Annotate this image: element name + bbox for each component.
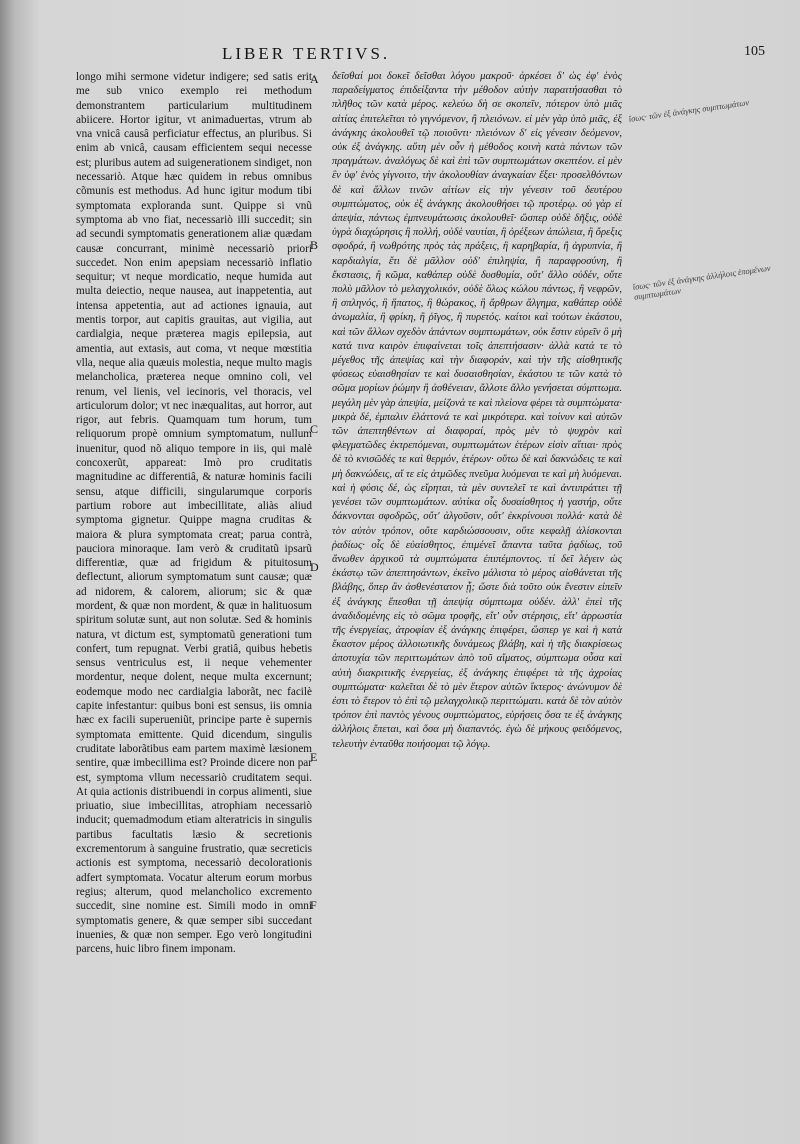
section-marker-d: D bbox=[310, 560, 319, 574]
folio-number: 105 bbox=[744, 44, 765, 59]
latin-column bbox=[76, 70, 312, 956]
margin-note: ἴσως· τῶν ἐξ ἀνάγκης ἀλλήλοις ἑπομένων συμπτωμάτων bbox=[632, 262, 772, 302]
section-marker-b: B bbox=[310, 238, 319, 252]
section-marker-c: C bbox=[310, 422, 319, 436]
running-title: LIBER TERTIVS. bbox=[222, 44, 391, 63]
margin-notes bbox=[628, 70, 788, 470]
latin-paragraph: longo mihi sermone videtur indigere; sed satis erit me sub vnico exemplo rei methodum demonstrantem particularium multitudinem abiicere. Hortor igitur, vt animaduertas, vtrum ab vna vnicâ causâ perficiatur effectus, an pluribus. Si enim ab vnicâ, causam efficientem sequi necesse est; pluribus autem ad suigenerationem sindiget, non necessariò. Atque hæc quidem in rebus omnibus cõmunis est methodus. Ad hunc igitur modum tibi symptomata exploranda sunt. Quippe si vnũ symptoma ab vno fiat, necessariò illi succedit; sin ad secundi symptomatis generationem aliæ quædam causæ concurrant, minimè necessariò priori succedet. Non enim apepsiam necessariò inflatio sequitur; vt neque mordicatio, neque humida aut multa deiectio, neque nausea, aut inappetentia, aut intensa appetentia, aut ad actiones ignauia, aut mentis torpor, aut capitis grauitas, aut vigilia, aut cardialgia, neque præterea magis epilepsia, aut amentia, aut extasis, aut coma, vt neque mœstitia vlla, neque alia quæuis molestia, neque multo magis melancholica, præterea neque omnino coli, vel renum, vel lienis, vel iecinoris, vel thoracis, vel articulorum dolor; vt nec inæqualitas, aut horror, aut rigor, aut febris. Quamquam tum horum, tum reliquorum propè omnium symptomatum, nullum inuenitur, quod nõ aliquo tempore in iis, qui malè concoxerũt, appareat: Imò pro cruditatis magnitudine ac differentiâ, & naturæ hominis facili sensu, atque difficili, singularumque corporis partium robore aut imbecillitate, aliàs aliud symptoma gignetur. Quippe magna cruditas & maiora & plura symptomata creat; parua contrà, pauciora minoraque. Iam verò & cruditatũ ipsarũ differentiæ, quæ ad frigidum & pituitosum deflectunt, aliorum symptomatum sunt causæ; quæ ad nidorem, & calorem, aliorum; sic & quæ mordent, & quæ non mordent, & quæ in halituosum spiritum solutæ sunt, aut non solutæ. Sed & hominis natura, vt dictum est, symptomatũ generationi tum confert, tum repugnat. Verbi gratiâ, quibus hebetis sensus ventriculus est, ii neque vehementer mordentur, neque dolent, neque multa excernunt; eodemque modo nec cardialgia laborãt, nec facilè capite infestantur: quibus boni est sensus, iis omnia hæc ex facili superueniũt, principe parte è supernis symptomata emittente. Quid dicendum, singulis cruditate laborãtibus eam partem maximè læsionem sentire, quæ imbecillima est? Proinde dicere non par est, symptoma vllum necessariò cruditatem sequi. At quia actionis distribuendi in corpus alimenti, siue priuatio, siue imbecillitas, atrophiam necessariò inducit; quemadmodum etiam alteratricis in singulis partibus facultatis læsio & secretionis excrementorum à sanguine frustratio, quæ secreticis actionis est symptoma, necessariò decolorationis adfert symptomata. Vocatur alterum eorum morbus regius; alterum, quod melancholico excremento succedit, sine nomine est. Simili modo in omni symptomatis genere, & quæ semper sibi succedant inuenies, & quæ non semper. Ego verò longitudini parcens, huic libro finem imponam. bbox=[76, 71, 312, 956]
margin-note: ἴσως· τῶν ἐξ ἀνάγκης συμπτωμάτων bbox=[628, 97, 750, 124]
section-marker-e: E bbox=[310, 750, 318, 764]
greek-column bbox=[332, 70, 622, 752]
page-header bbox=[0, 44, 800, 72]
column-markers bbox=[310, 70, 328, 950]
section-marker-f: F bbox=[310, 898, 317, 912]
section-marker-a: A bbox=[310, 72, 319, 86]
greek-paragraph: δεῖσθαί μοι δοκεῖ δεῖσθαι λόγου μακροῦ· ἀρκέσει δ' ὡς ἐφ' ἑνὸς παραδείγματος ἐπιδείξαντα τὴν μέθοδον αὐτὴν παραιτήσασθαι τὸ πλῆθος τῶν κατὰ μέρος. κελεύω δὴ σε σκοπεῖν, πότερον ὑπὸ μιᾶς αἰτίας ἐπιτελεῖται τὸ γιγνόμενον, ἢ πλειόνων. εἰ μὲν γὰρ ὑπὸ μιᾶς, ἐξ ἀνάγκης ἀκολουθεῖ τῷ ποιοῦντι· πλειόνων δ' εἰς γένεσιν δεόμενον, οὐκ ἐξ ἀνάγκης. αὕτη μὲν οὖν ἡ μέθοδος κοινὴ κατὰ πάντων τῶν πραγμάτων. ἀναλόγως δὲ καὶ ἐπὶ τῶν συμπτωμάτων σκεπτέον. εἰ μὲν ἓν ὑφ' ἑνὸς γίγνοιτο, τὴν ἀκολουθίαν ἀναγκαίαν ἕξει· προσελθόντων δὲ καὶ ἄλλων τινῶν αἰτίων εἰς τὴν γένεσιν τοῦ δευτέρου συμπτώματος, οὐκ ἐξ ἀνάγκης ἀκολουθήσει τῷ προτέρῳ. οὐ γὰρ εἰ ἀπεψία, πάντως ἐμπνευμάτωσις ἀκολουθεῖ· ὥσπερ οὐδὲ δῆξις, οὐδὲ ὑγρὰ διαχώρησις ἢ πολλή, οὐδὲ ναυτίαι, ἢ ὀρέξεων ἀπώλεια, ἢ ὄρεξις σφοδρά, ἢ νωθρότης πρὸς τὰς πράξεις, ἢ καρηβαρία, ἢ ἀγρυπνία, ἢ καρδιαλγία, ἔτι δὲ μᾶλλον οὐδ' ἐπιληψία, ἢ παραφροσύνη, ἢ ἔκστασις, ἢ κῶμα, καθάπερ οὐδὲ δυσθυμία, οὔτ' ἄλλο οὐδέν, οὔτε πολὺ μᾶλλον τὸ μελαγχολικόν, οὐδὲ ὅλως κώλου πάντως, ἢ νεφρῶν, ἢ σπληνός, ἢ ἥπατος, ἢ θώρακος, ἢ ἄρθρων ἄλγημα, καθάπερ οὐδὲ ἀνωμαλία, ἢ φρίκη, ἢ ῥῖγος, ἢ πυρετός. καίτοι καὶ τούτων ἑκάστου, καὶ τῶν ἄλλων σχεδὸν ἁπάντων συμπτωμάτων, οὐκ ἔστιν εὑρεῖν ὃ μὴ κατά τινα καιρὸν ἐπιφαίνεται τοῖς ἀπεπτήσασιν· ἀλλὰ κατά τε τὸ μέγεθος τῆς ἀπεψίας καὶ τὴν διαφοράν, καὶ τὴν τῆς αἰσθητικῆς φύσεως εὐαισθησίαν τε καὶ δυσαισθησίαν, ἑκάστου τε τῶν κατὰ τὸ σῶμα μορίων ῥώμην ἢ ἀσθένειαν, ἄλλοτε ἄλλο γενήσεται σύμπτωμα. μεγάλη μὲν γὰρ ἀπεψία, μείζονά τε καὶ πλείονα φέρει τὰ συμπτώματα· μικρὰ δέ, ἐμπαλιν ἐλάττονά τε καὶ μικρότερα. καὶ τοίνυν καὶ αὐτῶν τῶν ἀπεπτηθέντων αἱ διαφοραί, πρὸς μὲν τὸ ψυχρὸν καὶ φλεγματῶδες ἐκτρεπόμεναι, συμπτωμάτων ἑτέρων εἰσὶν αἴτιαι· πρὸς δὲ τὸ κνισῶδές τε καὶ θερμόν, ἑτέρων· οὕτω δὲ καὶ δακνώδεις τε καὶ μὴ δακνώδεις, αἵ τε εἰς ἀτμῶδες πνεῦμα λυόμεναι τε καὶ μὴ λυόμεναι. καὶ ἡ φύσις δέ, ὡς εἴρηται, τὰ μὲν συντελεῖ τε καὶ ἀντιπράττει τῇ γενέσει τῶν συμπτωμάτων. αὐτίκα οἷς δυσαίσθητος ἡ γαστήρ, οὔτε δάκνονται σφοδρῶς, οὔτ' ἀλγοῦσιν, οὔτ' ἐκκρίνουσι πολλά· κατὰ δὲ τὸν αὐτὸν τρόπον, οὔτε καρδιώσσουσιν, οὔτε κεφαλῇ ἁλίσκονται ῥαδίως· οἷς δὲ εὐαίσθητος, ἐπιμένεῖ ἅπαντα ταῦτα ῥᾳδίως, τοῦ ἄνωθεν ἀρχικοῦ τὰ συμπτώματα ἐπιπέμποντος. τί δεῖ λέγειν ὡς ἑκάστῳ τῶν ἀπεπτησάντων, ἐκεῖνο μάλιστα τὸ μέρος αἰσθάνεται τῆς βλάβης, ὅπερ ἂν ἀσθενέστατον ᾖ; ὥστε διὰ τοῦτο οὐκ ἔνεστιν εἰπεῖν ἐξ ἀνάγκης ἕπεσθαι τῇ ἀπεψίᾳ σύμπτωμα οὐδέν. ἀλλ' ἐπεὶ τῆς ἀναδιδομένης εἰς τὸ σῶμα τροφῆς, εἴτ' οὖν στέρησις, εἴτ' ἀρρωστία τῆς ἐνεργείας, ἀτροφίαν ἐξ ἀνάγκης ἐπιφέρει, ὥσπερ γε καὶ ἡ κατὰ ἕκαστον μέρος ἀλλοιωτικῆς δυνάμεως βλάβη, καὶ ἡ τῆς διακρίσεως ἀποτυχία τῶν περιττωμάτων ἀπὸ τοῦ αἵματος, σύμπτωμα οὖσα καὶ αὐτὴ διακριτικῆς ἐνεργείας, ἐξ ἀνάγκης ἐπιφέρει τὰ τῆς ἀχροίας συμπτώματα· καλεῖται δὲ τὸ μὲν ἕτερον αὐτῶν ἴκτερος· ἀνώνυμον δὲ ἐστι τὸ ἕτερον τὸ ἐπὶ τῷ μελαγχολικῷ περιττώματι. κατὰ δὲ τὸν αὐτὸν τρόπον ἐπὶ παντὸς γένους συμπτώματος, εὑρήσεις ὅσα τε ἐξ ἀνάγκης ἀλλήλοις ἕπεται, καὶ ὅσα μὴ διαπαντός. ἐγὼ δὲ μήκους φειδόμενος, τελευτὴν ἐνταῦθα ποιήσομαι τῷ λόγῳ. bbox=[332, 71, 622, 750]
